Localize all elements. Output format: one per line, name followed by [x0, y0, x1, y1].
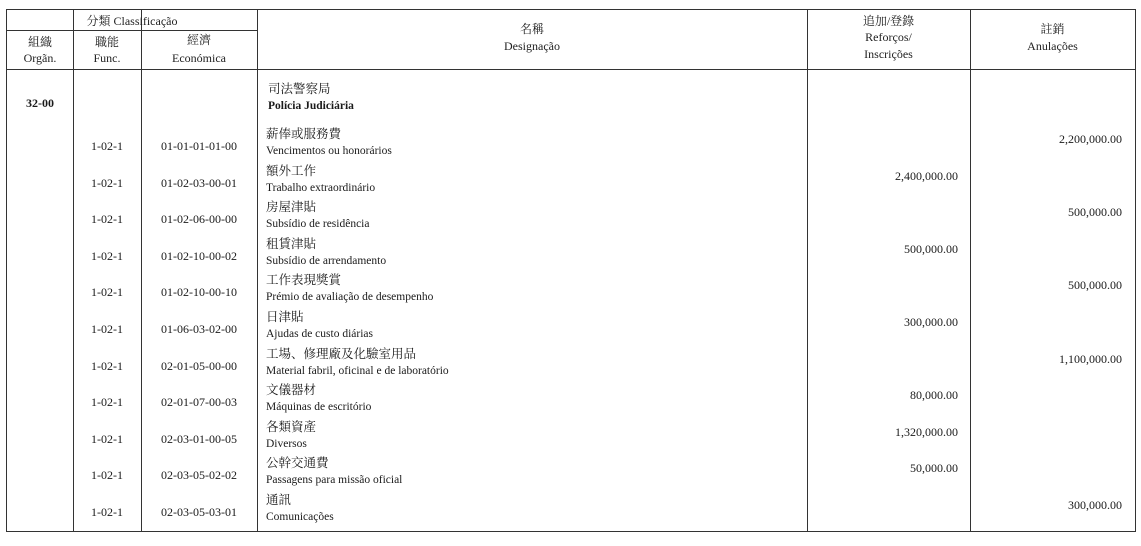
econ-code: 01-02-10-00-10	[161, 285, 237, 300]
item-name-pt: Trabalho extraordinário	[266, 181, 376, 194]
reinforcement-amount: 500,000.00	[904, 241, 958, 256]
item-name-zh: 日津貼	[266, 310, 304, 324]
func-code: 1-02-1	[91, 285, 123, 300]
header-divider	[7, 30, 257, 31]
budget-table	[6, 9, 1136, 532]
reinforcement-amount: 1,320,000.00	[895, 424, 958, 439]
func-code: 1-02-1	[91, 248, 123, 263]
annulment-amount: 500,000.00	[1068, 278, 1122, 293]
classification-header: 分類 Classificação	[86, 14, 178, 28]
econ-code: 01-01-01-01-00	[161, 139, 237, 153]
col-divider	[141, 10, 142, 531]
reinforcement-amount: 50,000.00	[910, 461, 958, 476]
func-code: 1-02-1	[91, 175, 123, 190]
item-name-zh: 工作表現獎賞	[266, 273, 342, 288]
organ-name-zh: 司法警察局	[268, 82, 331, 96]
item-name-pt: Diversos	[266, 437, 307, 450]
econ-code: 02-03-01-00-05	[161, 431, 237, 446]
econ-code: 02-01-07-00-03	[161, 395, 237, 410]
reinforcement-amount: 80,000.00	[910, 388, 958, 403]
func-code: 1-02-1	[91, 358, 123, 373]
item-name-pt: Comunicações	[266, 511, 334, 523]
item-name-zh: 文儀器材	[266, 383, 317, 398]
item-name-zh: 薪俸或服務費	[266, 127, 342, 141]
item-name-pt: Material fabril, oficinal e de laboratório	[266, 364, 449, 377]
annulment-amount: 300,000.00	[1068, 498, 1122, 512]
func-code: 1-02-1	[91, 139, 123, 153]
col-divider	[807, 10, 808, 531]
func-header-pt: Func.	[93, 51, 121, 65]
annulment-header-zh: 註銷	[1040, 22, 1065, 36]
item-name-zh: 各類資產	[266, 419, 317, 434]
col-divider	[257, 10, 258, 531]
func-code: 1-02-1	[91, 395, 123, 410]
organ-header-zh: 組織	[27, 35, 52, 49]
annulment-amount: 1,100,000.00	[1059, 351, 1122, 366]
reinforcement-amount: 2,400,000.00	[895, 168, 958, 183]
func-code: 1-02-1	[91, 322, 123, 336]
item-name-pt: Subsídio de residência	[266, 218, 370, 231]
item-name-zh: 租賃津貼	[266, 236, 317, 251]
annulment-amount: 500,000.00	[1068, 205, 1122, 220]
econ-code: 02-03-05-02-02	[161, 468, 237, 483]
econ-code: 01-06-03-02-00	[161, 322, 237, 336]
func-code: 1-02-1	[91, 431, 123, 446]
organ-code: 32-00	[26, 96, 54, 110]
annulment-amount: 2,200,000.00	[1059, 132, 1122, 146]
item-name-pt: Máquinas de escritório	[266, 401, 372, 414]
item-name-pt: Ajudas de custo diárias	[266, 328, 373, 340]
item-name-pt: Vencimentos ou honorários	[266, 145, 392, 157]
item-name-zh: 額外工作	[266, 163, 317, 178]
designation-header-zh: 名稱	[519, 22, 544, 36]
econ-header-zh: 經濟	[186, 33, 211, 47]
func-header-zh: 職能	[94, 35, 119, 49]
organ-header-pt: Orgãn.	[23, 51, 57, 65]
func-code: 1-02-1	[91, 505, 123, 519]
designation-header-pt: Designação	[504, 39, 560, 53]
func-code: 1-02-1	[91, 468, 123, 483]
item-name-zh: 房屋津貼	[266, 200, 317, 215]
econ-code: 02-01-05-00-00	[161, 358, 237, 373]
item-name-pt: Passagens para missão oficial	[266, 474, 403, 487]
item-name-pt: Prémio de avaliação de desempenho	[266, 291, 434, 304]
econ-code: 02-03-05-03-01	[161, 505, 237, 519]
col-divider	[73, 10, 74, 531]
reinforcement-header-pt1: Reforços/	[865, 30, 912, 44]
item-name-zh: 公幹交通費	[266, 456, 329, 471]
item-name-zh: 工場、修理廠及化驗室用品	[266, 346, 417, 361]
func-code: 1-02-1	[91, 212, 123, 227]
col-divider	[970, 10, 971, 531]
econ-code: 01-02-03-00-01	[161, 175, 237, 190]
reinforcement-header-pt2: Inscrições	[864, 47, 913, 61]
organ-name-pt: Polícia Judiciária	[268, 100, 354, 112]
reinforcement-amount: 300,000.00	[904, 315, 958, 329]
header-bottom-border	[7, 69, 1135, 70]
annulment-header-pt: Anulações	[1027, 39, 1078, 53]
econ-header-pt: Económica	[172, 51, 226, 65]
econ-code: 01-02-10-00-02	[161, 248, 237, 263]
item-name-pt: Subsídio de arrendamento	[266, 254, 387, 267]
econ-code: 01-02-06-00-00	[161, 212, 237, 227]
reinforcement-header-zh: 追加/登錄	[862, 14, 915, 28]
item-name-zh: 通訊	[266, 493, 292, 507]
